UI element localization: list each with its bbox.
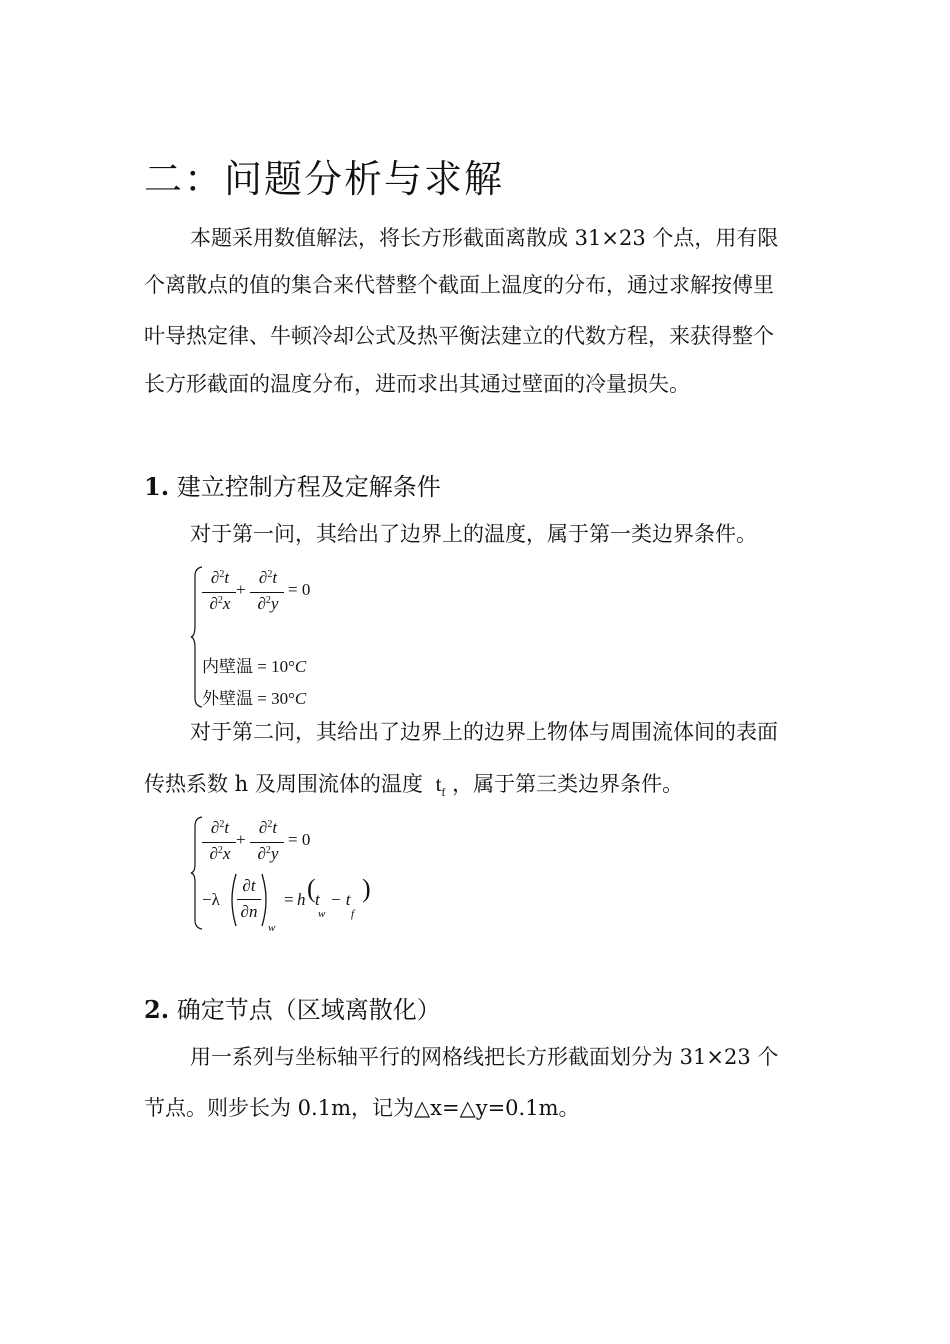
q2-line-1: 对于第二问，其给出了边界上的边界上物体与周围流体间的表面 [190, 720, 778, 744]
q1-text: 对于第一问，其给出了边界上的温度，属于第一类边界条件。 [190, 522, 757, 546]
heading-1-title: 建立控制方程及定解条件 [176, 473, 441, 501]
dt-numerator: ∂t [242, 876, 256, 895]
heading-1 [144, 467, 441, 502]
s2-line-2: 节点。则步长为 0.1m，记为△x=△y=0.1m。 [144, 1096, 580, 1120]
fraction2-denominator-x: ∂$^2$x [209, 844, 231, 863]
h-coefficient: h [297, 890, 306, 909]
subscript-f: f [351, 908, 355, 920]
fraction2-numerator-x: ∂$^2$t [210, 818, 230, 837]
dt-dn-bar [237, 899, 261, 900]
section-title: 二：问题分析与求解 [144, 157, 505, 201]
equals-zero: = 0 [288, 580, 311, 599]
minus-lambda: −λ [202, 890, 220, 909]
intro-line-1: 本题采用数值解法，将长方形截面离散成 31×23 个点，用有限 [190, 226, 779, 250]
fraction-denominator-y: ∂$^2$y [257, 594, 279, 613]
fraction-numerator-x: ∂$^2$t [210, 568, 230, 587]
right-paren [260, 872, 272, 928]
plus-sign: + [236, 580, 246, 599]
fraction2-denominator-y: ∂$^2$y [257, 844, 279, 863]
equals-sign: = [284, 890, 294, 909]
equals-zero-2: = 0 [288, 830, 311, 849]
minus-t-fluid: − t [330, 890, 351, 909]
fraction-numerator-y: ∂$^2$t [258, 568, 278, 587]
fraction-bar-y [250, 592, 284, 593]
fraction2-bar-x [202, 842, 236, 843]
t-wall: t [315, 890, 320, 909]
intro-line-3: 叶导热定律、牛顿冷却公式及热平衡法建立的代数方程，来获得整个 [144, 324, 774, 348]
subscript-w-2: w [318, 908, 326, 920]
intro-line-2: 个离散点的值的集合来代替整个截面上温度的分布，通过求解按傅里 [144, 273, 774, 297]
subscript-w: w [268, 922, 276, 934]
fraction2-numerator-y: ∂$^2$t [258, 818, 278, 837]
plus-sign-2: + [236, 830, 246, 849]
paren-open: ( [307, 874, 316, 903]
fraction-bar-x [202, 592, 236, 593]
q2-line-2: 传热系数 h 及周围流体的温度 $t_f$ ，属于第三类边界条件。 [144, 772, 684, 800]
dn-denominator: ∂n [240, 902, 258, 921]
s2-line-1: 用一系列与坐标轴平行的网格线把长方形截面划分为 31×23 个 [190, 1045, 779, 1069]
fraction-denominator-x: ∂$^2$x [209, 594, 231, 613]
fraction2-bar-y [250, 842, 284, 843]
paren-close: ) [362, 874, 371, 903]
heading-2-title: 确定节点（区域离散化） [176, 996, 441, 1024]
intro-line-4: 长方形截面的温度分布，进而求出其通过壁面的冷量损失。 [144, 372, 690, 396]
heading-2-number: 2. [144, 995, 170, 1024]
outer-wall-temp: 外壁温 = 30°C [202, 689, 307, 708]
tf-symbol: $t_f$ [435, 772, 446, 800]
heading-2 [144, 990, 441, 1025]
inner-wall-temp: 内壁温 = 10°C [202, 657, 307, 676]
heading-1-number: 1. [144, 472, 170, 501]
